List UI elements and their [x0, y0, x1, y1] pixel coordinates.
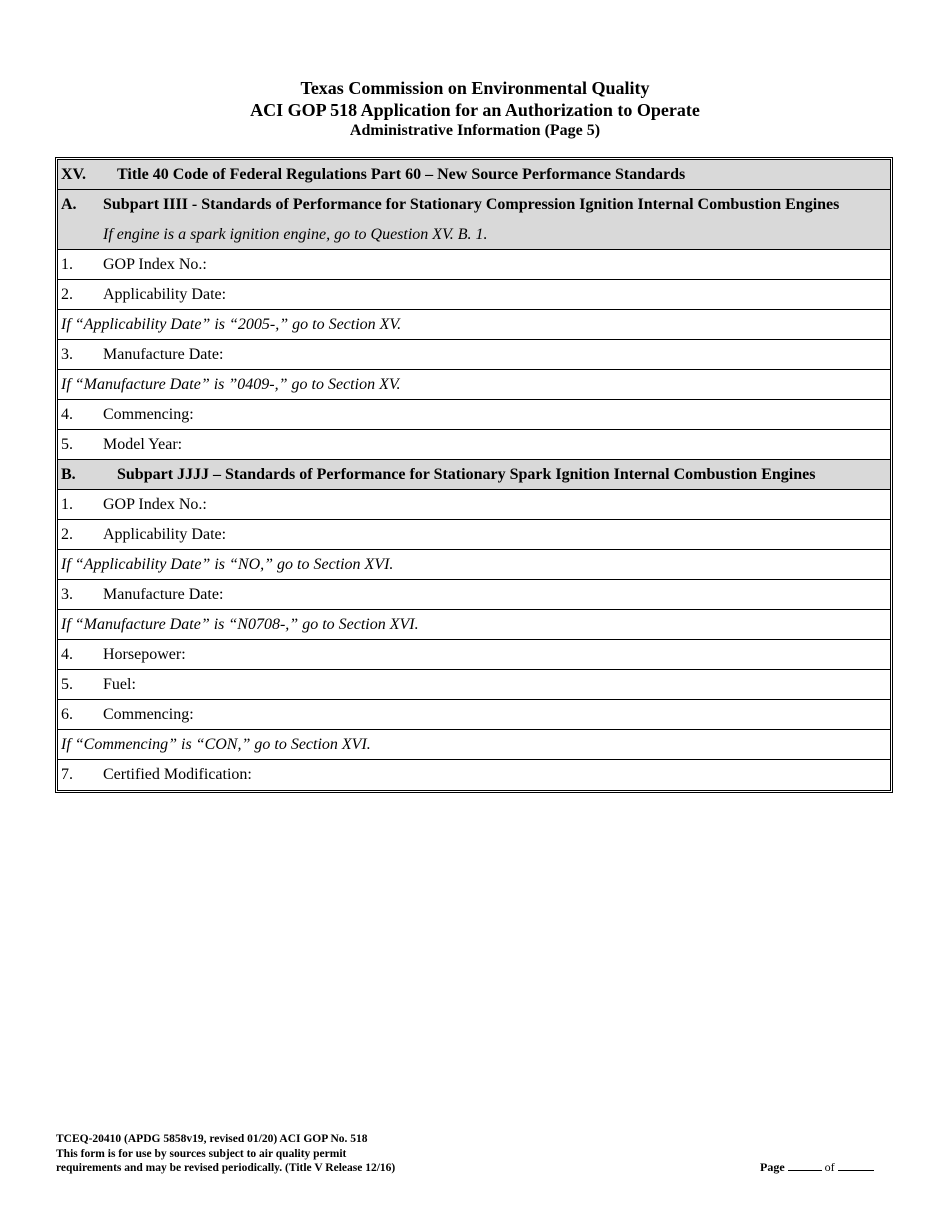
question-label: Manufacture Date: [103, 586, 224, 603]
subpart-letter: A. [61, 196, 77, 213]
subpart-a-header [58, 190, 890, 220]
question-number: 1. [61, 256, 73, 273]
section-number: XV. [61, 166, 87, 183]
subpart-a-note [58, 220, 890, 250]
subpart-b-q7[interactable] [58, 760, 890, 790]
form-footer [56, 1132, 395, 1176]
subpart-title: Subpart IIII - Standards of Performance for Stationary Compression Ignition Internal Combustion Engines [103, 196, 840, 213]
instruction-note: If “Manufacture Date” is ”0409-,” go to Section XV. [61, 376, 401, 393]
subpart-b-header [58, 460, 890, 490]
subpart-a-note3 [58, 370, 890, 400]
footer-form-id: TCEQ-20410 (APDG 5858v19, revised 01/20) ACI GOP No. 518 [56, 1133, 368, 1145]
question-label: Commencing: [103, 406, 194, 423]
question-label: Certified Modification: [103, 766, 252, 783]
page-header [0, 77, 950, 141]
subpart-title: Subpart JJJJ – Standards of Performance for Stationary Spark Ignition Internal Combustion Engines [117, 466, 816, 483]
subpart-b-note6 [58, 730, 890, 760]
instruction-note: If “Applicability Date” is “NO,” go to Section XVI. [61, 556, 394, 573]
question-number: 2. [61, 526, 73, 543]
subpart-b-q4[interactable] [58, 640, 890, 670]
subpart-a-q4[interactable] [58, 400, 890, 430]
section-xv-header [58, 160, 890, 190]
question-label: GOP Index No.: [103, 496, 207, 513]
question-label: Applicability Date: [103, 286, 227, 303]
question-number: 1. [61, 496, 73, 513]
question-label: GOP Index No.: [103, 256, 207, 273]
instruction-note: If engine is a spark ignition engine, go to Question XV. B. 1. [103, 226, 488, 243]
page-label: Page [760, 1160, 785, 1174]
question-label: Fuel: [103, 676, 136, 693]
question-number: 3. [61, 346, 73, 363]
question-label: Applicability Date: [103, 526, 227, 543]
instruction-note: If “Applicability Date” is “2005-,” go to Section XV. [61, 316, 402, 333]
subpart-a-q3[interactable] [58, 340, 890, 370]
subpart-a-note2 [58, 310, 890, 340]
footer-usage-line2: requirements and may be revised periodically. (Title V Release 12/16) [56, 1162, 396, 1174]
subpart-b-note2 [58, 550, 890, 580]
question-number: 3. [61, 586, 73, 603]
question-number: 2. [61, 286, 73, 303]
question-label: Horsepower: [103, 646, 186, 663]
agency-title: Texas Commission on Environmental Quality [300, 78, 650, 98]
question-label: Model Year: [103, 436, 183, 453]
subpart-b-q6[interactable] [58, 700, 890, 730]
subpart-a-q5[interactable] [58, 430, 890, 460]
question-number: 4. [61, 646, 73, 663]
instruction-note: If “Commencing” is “CON,” go to Section XVI. [61, 736, 371, 753]
subpart-b-q1[interactable] [58, 490, 890, 520]
question-label: Commencing: [103, 706, 194, 723]
section-title: Title 40 Code of Federal Regulations Part 60 – New Source Performance Standards [117, 166, 686, 183]
question-number: 5. [61, 676, 73, 693]
subpart-b-q5[interactable] [58, 670, 890, 700]
subpart-letter: B. [61, 466, 76, 483]
subpart-b-note3 [58, 610, 890, 640]
question-number: 5. [61, 436, 73, 453]
subpart-b-q3[interactable] [58, 580, 890, 610]
subpart-a-q2[interactable] [58, 280, 890, 310]
footer-usage-line1: This form is for use by sources subject to air quality permit [56, 1147, 347, 1160]
question-label: Manufacture Date: [103, 346, 224, 363]
question-number: 7. [61, 766, 73, 783]
page-total-blank[interactable] [838, 1160, 874, 1171]
of-label: of [824, 1160, 835, 1174]
instruction-note: If “Manufacture Date” is “N0708-,” go to Section XVI. [61, 616, 419, 633]
subpart-a-q1[interactable] [58, 250, 890, 280]
page-number-field [760, 1160, 874, 1175]
question-number: 4. [61, 406, 73, 423]
question-number: 6. [61, 706, 73, 723]
subpart-b-q2[interactable] [58, 520, 890, 550]
form-subtitle: Administrative Information (Page 5) [349, 122, 601, 139]
nsps-form-table [55, 157, 893, 793]
page-number-blank[interactable] [788, 1160, 822, 1171]
form-title: ACI GOP 518 Application for an Authorization to Operate [250, 100, 700, 120]
